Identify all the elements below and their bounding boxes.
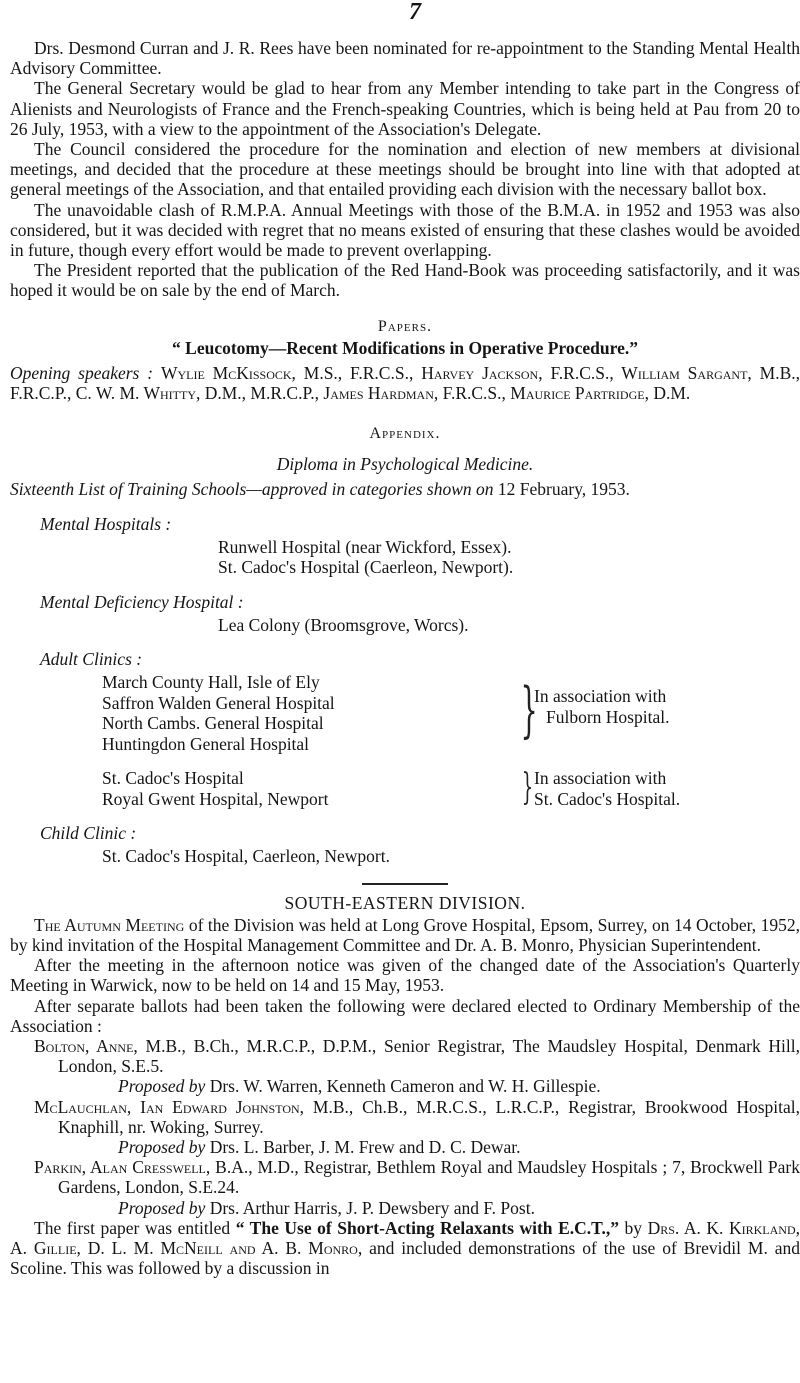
- proposed-label: Proposed by: [118, 1197, 206, 1218]
- first-paper-rest: and included demonstrations of the use of Brevidil M. and Scoline. This was followed by a discussion in: [10, 1238, 800, 1279]
- association-hospital: Fulborn Hospital.: [546, 706, 670, 727]
- member-name: Parkin, Alan Cresswell,: [34, 1157, 211, 1178]
- speakers-list: Wylie McKissock, M.S., F.R.C.S., Harvey Jackson, F.R.C.S., William Sargant, M.B., F.R.C.P., C. W. M. Whitty, D.M., M.R.C.P., James Hardman, F.R.C.S., Maurice Partridge, D.M.: [10, 362, 800, 404]
- paragraph-autumn-meeting: [10, 915, 800, 955]
- association-hospital: St. Cadoc's Hospital.: [534, 788, 681, 809]
- adult-clinics-label: Adult Clinics :: [40, 649, 143, 670]
- hospital-item: St. Cadoc's Hospital (Caerleon, Newport).: [218, 557, 514, 578]
- proposers: Drs. W. Warren, Kenneth Cameron and W. H. Gillespie.: [209, 1076, 601, 1097]
- paragraph-congress: The General Secretary would be glad to hear from any Member intending to take part in the Congress of Alienists and Neurologists of France and the French-speaking Countries, which is being held at Pau from 20 to 26 July, 1953, with a view to the appointment of the Association's Delegate.: [10, 78, 800, 139]
- member-details: M.B., B.Ch., M.R.C.P., D.P.M., Senior Registrar, The Maudsley Hospital, Denmark Hill, London, S.E.5.: [58, 1036, 800, 1077]
- member-details: B.A., M.D., Registrar, Bethlem Royal and Maudsley Hospitals ; 7, Brockwell Park Gardens, London, S.E.24.: [58, 1157, 800, 1198]
- papers-heading: Papers.: [377, 317, 433, 335]
- clinic-item: St. Cadoc's Hospital, Caerleon, Newport.: [102, 846, 390, 867]
- clinic-group-st-cadocs: [102, 768, 800, 809]
- hospital-item: Runwell Hospital (near Wickford, Essex).: [218, 536, 512, 557]
- association-line: In association with: [534, 768, 667, 789]
- right-brace-icon: }: [520, 675, 538, 746]
- clinic-item: March County Hall, Isle of Ely: [102, 672, 320, 693]
- child-clinic-label: Child Clinic :: [40, 823, 137, 844]
- paragraph-procedure: The Council considered the procedure for the nomination and election of new members at divisional meetings, and decided that the procedure at these meetings should be brought into line with that adopted at general meetings of the Association, and that entailed providing each division with the necessary ballot box.: [10, 139, 800, 200]
- clinic-item: St. Cadoc's Hospital: [102, 768, 244, 789]
- proposed-line: [10, 1198, 800, 1218]
- proposed-line: [10, 1076, 800, 1096]
- member-entry: [10, 1097, 800, 1158]
- member-line: [0, 1036, 800, 1076]
- association-note: [534, 686, 669, 727]
- appendix-subtitle: Diploma in Psychological Medicine.: [276, 453, 534, 474]
- paragraph-first-paper: [10, 1218, 800, 1279]
- proposers: Drs. L. Barber, J. M. Frew and D. C. Dewar.: [209, 1137, 521, 1158]
- page-number: 7: [409, 0, 421, 25]
- division-heading: SOUTH-EASTERN DIVISION.: [284, 892, 526, 913]
- document-page: [10, 0, 800, 1278]
- papers-section: [10, 317, 800, 404]
- proposed-label: Proposed by: [118, 1137, 206, 1158]
- hospital-item: Lea Colony (Broomsgrove, Worcs).: [218, 614, 469, 635]
- mental-hospitals-label: Mental Hospitals :: [40, 513, 172, 534]
- meeting-lead: The Autumn Meeting: [34, 914, 185, 935]
- paragraph-notice: After the meeting in the afternoon notice was given of the changed date of the Association's Quarterly Meeting in Warwick, now to be held on 14 and 15 May, 1953.: [10, 955, 800, 996]
- mental-deficiency-label: Mental Deficiency Hospital :: [40, 591, 244, 612]
- first-paper-pre: The first paper was entitled: [34, 1217, 231, 1238]
- right-brace-icon: }: [521, 767, 534, 809]
- member-line: [0, 1097, 800, 1137]
- paragraph-red-hand-book: The President reported that the publication of the Red Hand-Book was proceeding satisfactorily, and it was hoped it would be on sale by the end of March.: [10, 260, 800, 301]
- proposed-line: [10, 1137, 800, 1157]
- member-line: [0, 1157, 800, 1197]
- appendix-heading: Appendix.: [369, 424, 441, 442]
- paper-title: “ Leucotomy—Recent Modifications in Operative Procedure.”: [172, 337, 638, 358]
- meeting-text: of the Division was held at Long Grove Hospital, Epsom, Surrey, on 14 October, 1952, by kind invitation of the Hospital Management Committee and Dr. A. B. Monro, Physician Superintendent.: [10, 914, 800, 956]
- first-paper-by: by: [624, 1217, 643, 1238]
- training-list-title: [10, 478, 800, 500]
- clinic-item: Saffron Walden General Hospital: [102, 692, 335, 713]
- appendix-section: [10, 424, 800, 867]
- paragraph-ballots: After separate ballots had been taken the following were declared elected to Ordinary Membership of the Association :: [10, 995, 800, 1036]
- clinic-item: North Cambs. General Hospital: [102, 713, 324, 734]
- first-paper-authors: Drs. A. K. Kirkland, A. Gillie, D. L. M. McNeill and A. B. Monro,: [10, 1217, 800, 1259]
- member-entry: [10, 1157, 800, 1218]
- clinic-group-fulborn: [102, 672, 800, 754]
- paragraph-clash: The unavoidable clash of R.M.P.A. Annual Meetings with those of the B.M.A. in 1952 and 1953 was also considered, but it was decided with regret that no means existed of ensuring that these clashes would be avoided in future, though every effort would be made to prevent overlapping.: [10, 199, 800, 261]
- association-note: [534, 768, 680, 809]
- section-divider: [362, 883, 448, 885]
- list-title-text: Sixteenth List of Training Schools—approved in categories shown on: [10, 478, 494, 499]
- member-name: McLauchlan, Ian Edward Johnston,: [34, 1096, 305, 1117]
- member-details: M.B., Ch.B., M.R.C.S., L.R.C.P., Registrar, Brookwood Hospital, Knaphill, nr. Woking, Surrey.: [58, 1096, 800, 1137]
- first-paper-title: “ The Use of Short-Acting Relaxants with E.C.T.,”: [235, 1217, 619, 1238]
- paragraph-nominations: Drs. Desmond Curran and J. R. Rees have been nominated for re-appointment to the Standing Mental Health Advisory Committee.: [10, 38, 800, 79]
- association-line: In association with: [534, 686, 667, 707]
- speakers-label: Opening speakers :: [10, 362, 154, 383]
- intro-section: [10, 38, 800, 301]
- member-entry: [10, 1036, 800, 1097]
- proposers: Drs. Arthur Harris, J. P. Dewsbery and F. Post.: [209, 1197, 535, 1218]
- list-date: 12 February, 1953.: [497, 478, 630, 499]
- clinic-item: Royal Gwent Hospital, Newport: [102, 788, 329, 809]
- opening-speakers: [10, 363, 800, 404]
- division-section: [10, 891, 800, 1279]
- clinic-item: Huntingdon General Hospital: [102, 733, 310, 754]
- member-name: Bolton, Anne,: [34, 1036, 138, 1057]
- proposed-label: Proposed by: [118, 1076, 206, 1097]
